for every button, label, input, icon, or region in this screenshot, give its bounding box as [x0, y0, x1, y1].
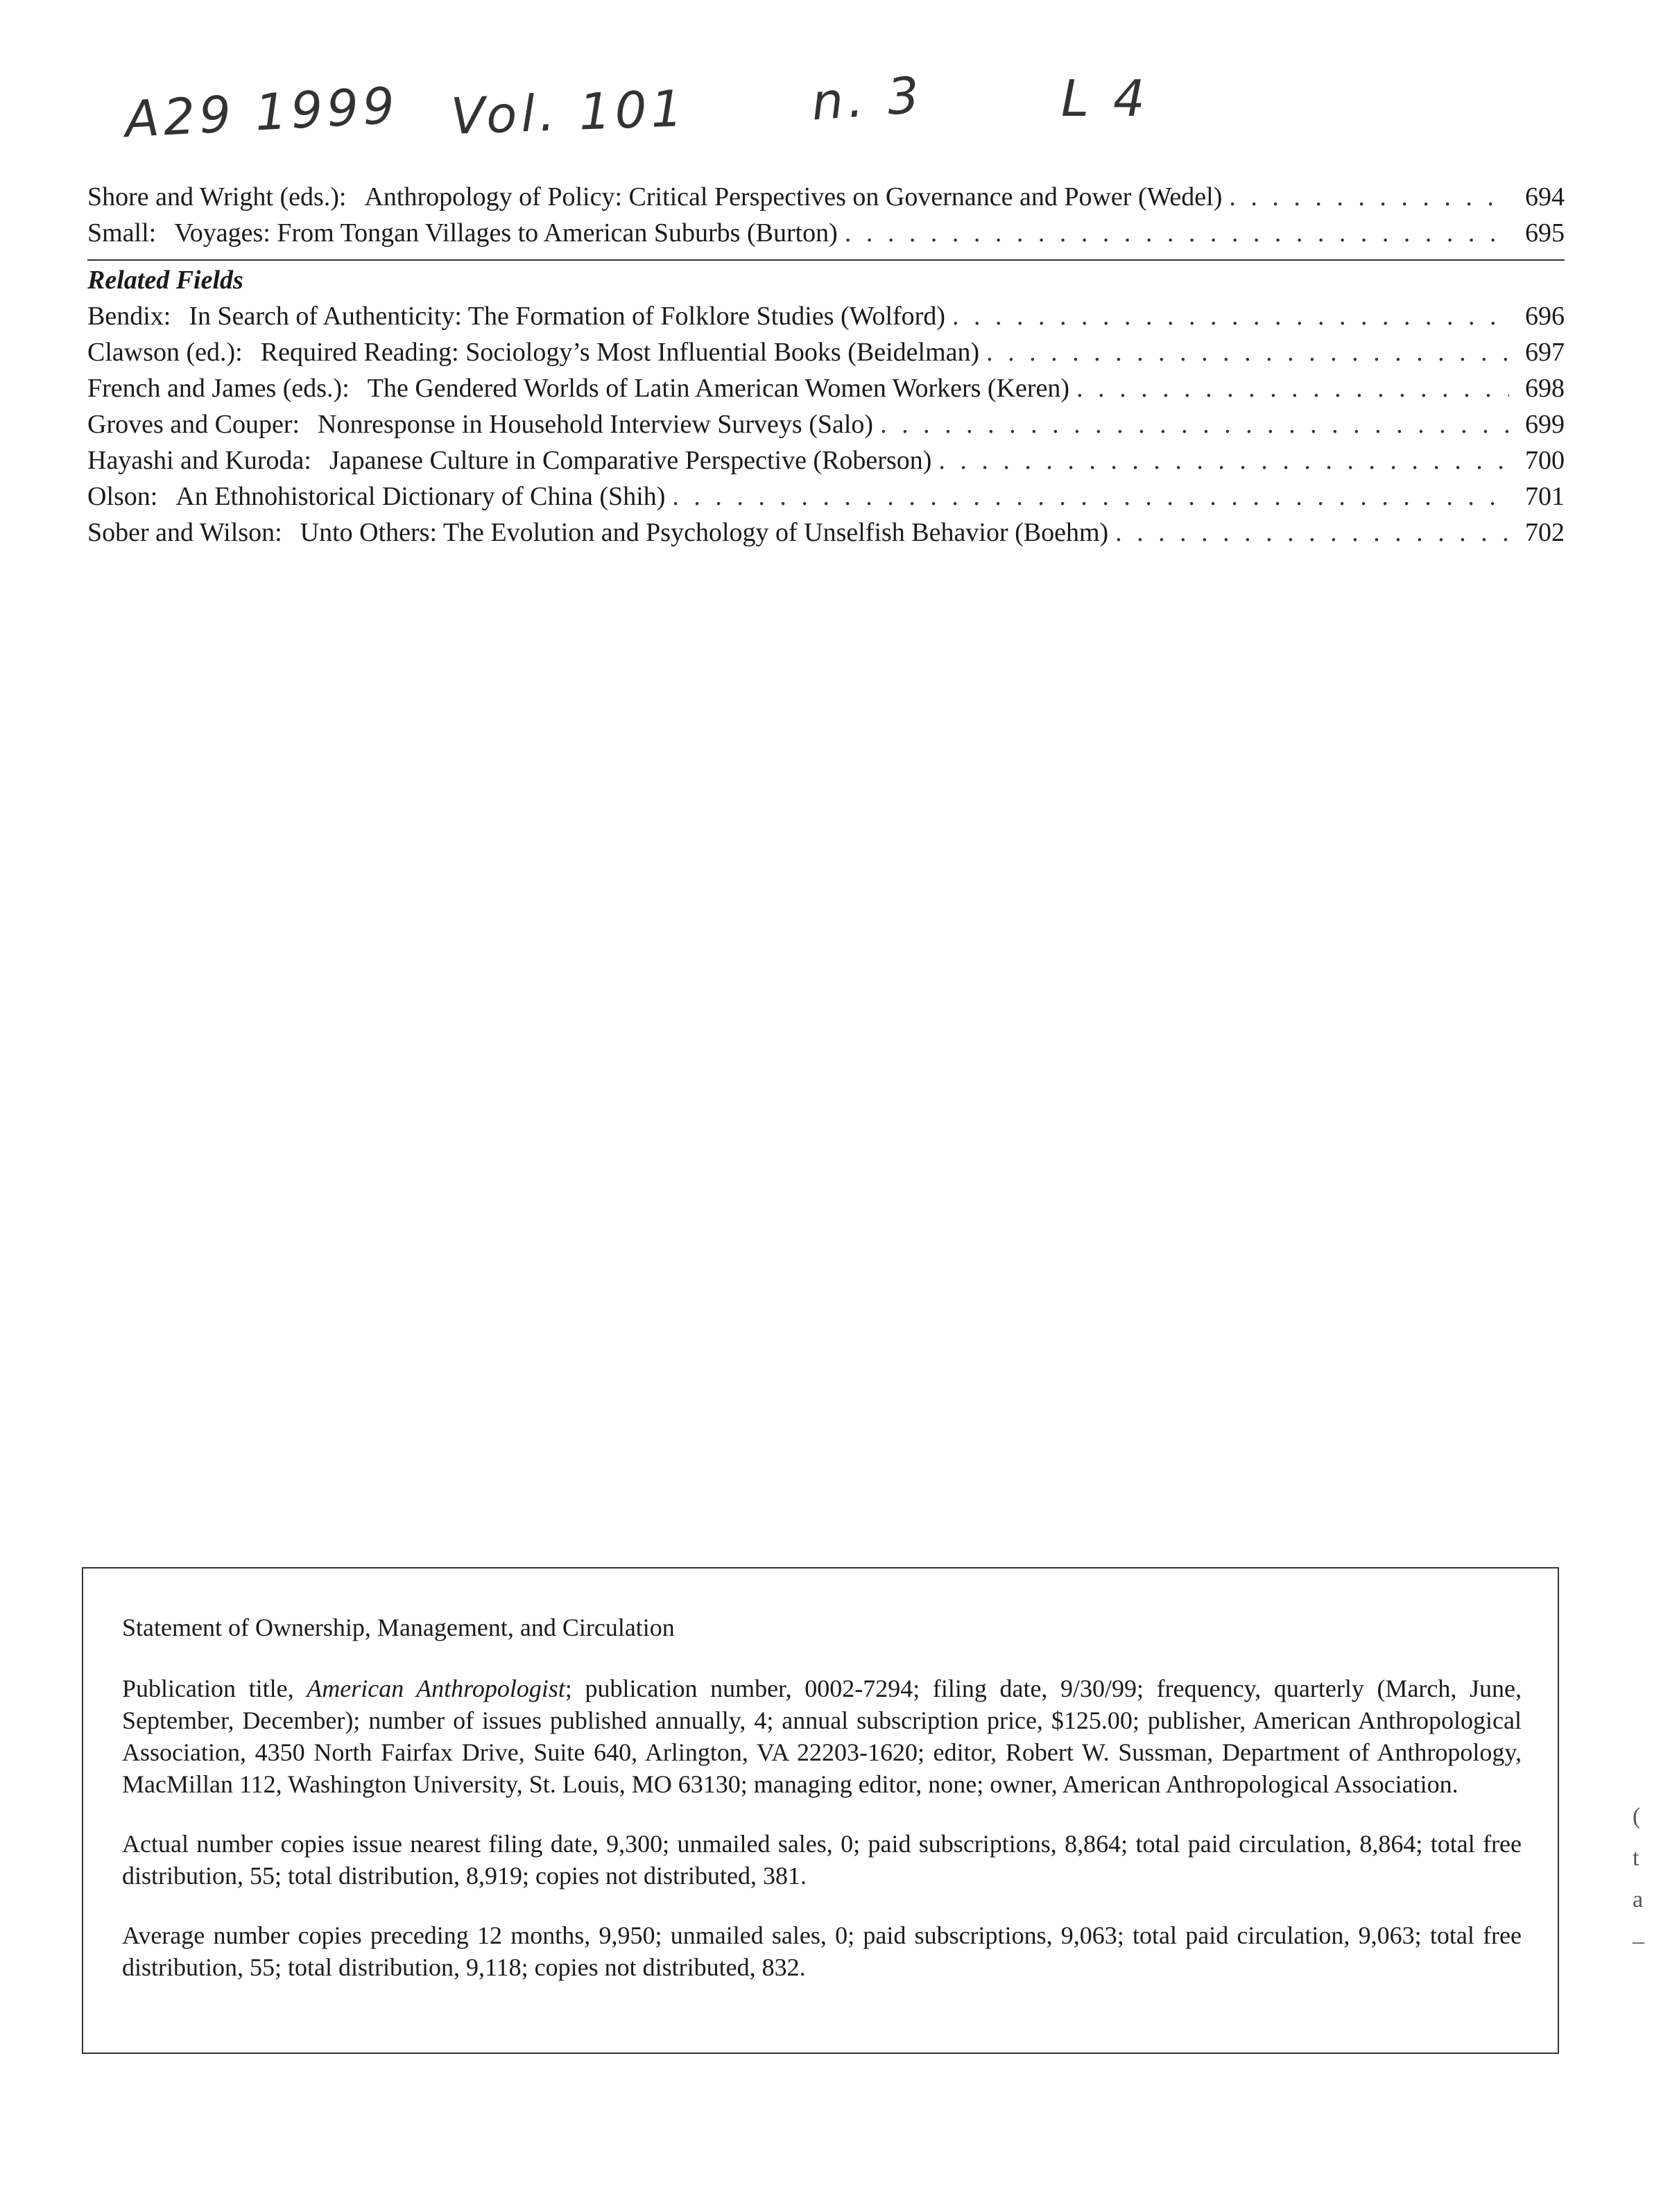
toc-entry	[87, 334, 1565, 370]
section-divider	[87, 259, 1565, 261]
toc-title: Anthropology of Policy: Critical Perspectives on Governance and Power (Wedel)	[364, 182, 1223, 211]
toc-author: Hayashi and Kuroda:	[87, 446, 311, 475]
toc-top-list	[87, 179, 1565, 251]
toc-entry-text	[87, 215, 838, 251]
toc-leader-dots	[1115, 515, 1509, 551]
edge-mark: –	[1633, 1928, 1644, 1954]
page-edge-marks	[1633, 1796, 1660, 1962]
toc-entry	[87, 215, 1565, 251]
toc-author: Groves and Couper:	[87, 410, 300, 439]
toc-page-number: 696	[1525, 302, 1565, 331]
table-of-contents	[87, 179, 1565, 551]
toc-page-number: 695	[1525, 218, 1565, 248]
toc-title: The Gendered Worlds of Latin American Women Workers (Keren)	[367, 374, 1070, 403]
toc-leader-dots	[1229, 179, 1509, 215]
toc-leader-dots	[938, 442, 1509, 478]
toc-leader-dots	[986, 334, 1509, 370]
toc-page-number: 700	[1525, 446, 1565, 475]
statement-journal-title: American Anthropologist	[307, 1675, 565, 1702]
toc-page-number: 701	[1525, 482, 1565, 511]
toc-leader-dots	[952, 298, 1509, 334]
statement-average-copies: Average number copies preceding 12 months, 9,950; unmailed sales, 0; paid subscriptions, 9,063; total paid circulation, 9,063; total free distribution, 55; total distribution, 9,118; copies not distributed, 832.	[122, 1921, 1522, 1981]
statement-publication-info	[122, 1673, 1522, 1800]
toc-entry-text	[87, 370, 1069, 406]
toc-entry-text	[87, 298, 945, 334]
section-heading-related-fields: Related Fields	[87, 266, 243, 295]
toc-author: Olson:	[87, 482, 158, 511]
toc-entry-text	[87, 515, 1108, 551]
toc-author: Bendix:	[87, 302, 171, 331]
toc-entry-text	[87, 442, 931, 478]
toc-entry-text	[87, 478, 665, 515]
edge-mark: a	[1633, 1887, 1644, 1912]
toc-page-number: 702	[1525, 518, 1565, 547]
toc-title: Voyages: From Tongan Villages to American Suburbs (Burton)	[174, 218, 838, 248]
toc-leader-dots	[672, 478, 1509, 515]
toc-entry-text	[87, 179, 1222, 215]
toc-title: Japanese Culture in Comparative Perspective (Roberson)	[329, 446, 932, 475]
toc-leader-dots	[845, 215, 1509, 251]
toc-entry	[87, 370, 1565, 406]
toc-entry-text	[87, 406, 873, 442]
toc-page-number: 694	[1525, 182, 1565, 211]
toc-title: An Ethnohistorical Dictionary of China (Shih)	[175, 482, 666, 511]
toc-entry	[87, 442, 1565, 478]
statement-actual-copies: Actual number copies issue nearest filing date, 9,300; unmailed sales, 0; paid subscriptions, 8,864; total paid circulation, 8,864; total free distribution, 55; total distribution, 8,919; copies not distributed, 381.	[122, 1830, 1522, 1890]
toc-entry	[87, 179, 1565, 215]
toc-leader-dots	[880, 406, 1509, 442]
handwritten-volume: Vol. 101	[449, 79, 688, 146]
edge-mark: t	[1633, 1845, 1640, 1871]
statement-para1-prefix: Publication title,	[122, 1675, 307, 1702]
toc-author: Small:	[87, 218, 157, 248]
toc-entry	[87, 478, 1565, 515]
toc-author: Shore and Wright (eds.):	[87, 182, 347, 211]
toc-title: In Search of Authenticity: The Formation of Folklore Studies (Wolford)	[189, 302, 945, 331]
toc-entry	[87, 406, 1565, 442]
toc-author: Sober and Wilson:	[87, 518, 282, 547]
toc-entry	[87, 515, 1565, 551]
toc-title: Nonresponse in Household Interview Surveys (Salo)	[318, 410, 874, 439]
handwritten-number: n. 3	[809, 65, 925, 132]
statement-para1-rest: ; publication number, 0002-7294; filing date, 9/30/99; frequency, quarterly (March, June, September, December); number of issues published annually, 4; annual subscription price, $125.00; publisher, American Anthropological Association, 4350 North Fairfax Drive, Suite 640, Arlington, VA 22203-1620; editor, Robert W. Sussman, Department of Anthropology, MacMillan 112, Washington University, St. Louis, MO 63130; managing editor, none; owner, American Anthropological Association.	[122, 1675, 1522, 1798]
statement-of-ownership-box	[82, 1567, 1559, 2054]
toc-related-list	[87, 298, 1565, 551]
toc-author: Clawson (ed.):	[87, 338, 243, 367]
toc-entry	[87, 298, 1565, 334]
toc-author: French and James (eds.):	[87, 374, 350, 403]
toc-title: Unto Others: The Evolution and Psychology of Unselfish Behavior (Boehm)	[300, 518, 1109, 547]
toc-page-number: 697	[1525, 338, 1565, 367]
toc-title: Required Reading: Sociology’s Most Influential Books (Beidelman)	[260, 338, 980, 367]
statement-title: Statement of Ownership, Management, and Circulation	[122, 1614, 675, 1641]
handwritten-call-number: A29 1999	[123, 76, 400, 149]
toc-entry-text	[87, 334, 979, 370]
toc-page-number: 699	[1525, 410, 1565, 439]
toc-page-number: 698	[1525, 374, 1565, 403]
handwritten-copy: L 4	[1061, 69, 1149, 128]
toc-leader-dots	[1076, 370, 1509, 406]
edge-mark: (	[1633, 1804, 1641, 1829]
